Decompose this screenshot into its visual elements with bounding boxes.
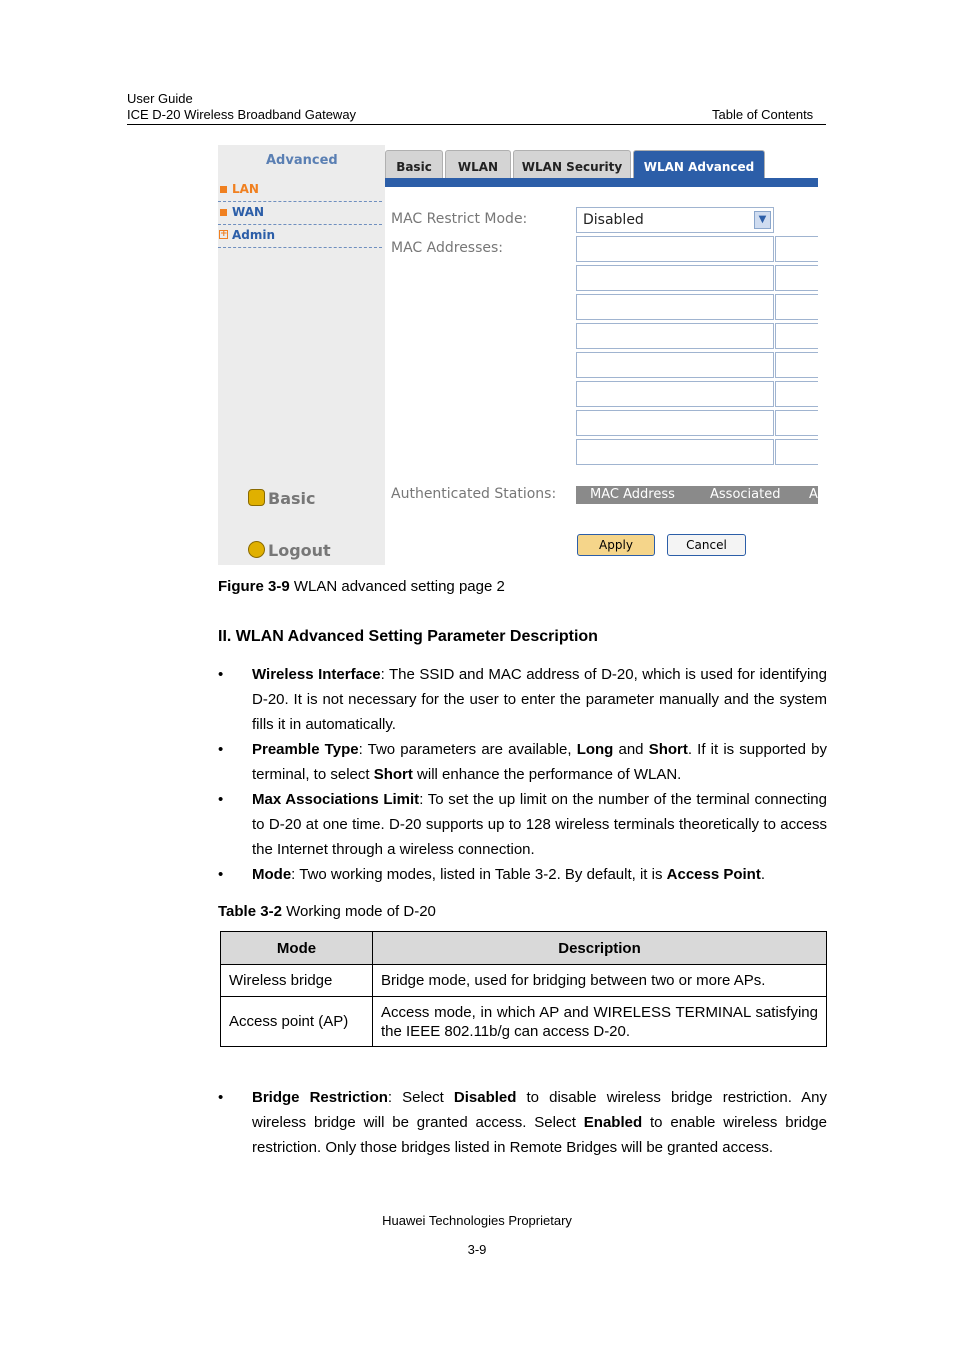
basic-icon <box>248 489 265 506</box>
list-item-preamble-type <box>218 737 827 787</box>
list-item-wireless-interface <box>218 662 827 737</box>
table-header-description: Description <box>373 932 827 965</box>
table-number: Table 3-2 <box>218 903 282 920</box>
bullet-emphasis: Short <box>648 741 688 758</box>
sidebar-logout-label: Logout <box>268 541 331 560</box>
bullet-dot-icon: • <box>218 666 224 683</box>
cancel-button[interactable]: Cancel <box>667 534 746 556</box>
bullet-text: : Two working modes, listed in Table 3-2. By default, it is <box>291 866 667 883</box>
table-cell: Bridge mode, used for bridging between two or more APs. <box>373 965 827 997</box>
bullet-text: will enhance the performance of WLAN. <box>412 766 682 783</box>
bullet-term: Bridge Restriction <box>252 1089 388 1106</box>
table-cell: Access mode, in which AP and WIRELESS TERMINAL satisfying the IEEE 802.11b/g can access D-20. <box>373 997 827 1047</box>
bullet-term: Mode <box>252 866 292 883</box>
list-item-mode <box>218 862 827 887</box>
header-rule <box>127 124 826 125</box>
bullet-emphasis: Short <box>373 766 413 783</box>
mac-address-input[interactable] <box>576 265 774 291</box>
bullet-text: and <box>613 741 649 758</box>
tab-wlan-advanced[interactable]: WLAN Advanced <box>633 150 765 178</box>
mac-address-input[interactable] <box>775 381 818 407</box>
bullet-text: : To set the up limit on the number of the terminal connecting to D-20 at one time. D-20 supports up to 128 wireless terminals theoretically to access the Internet through a wireless connection. <box>252 791 827 858</box>
figure-number: Figure 3-9 <box>218 578 290 595</box>
mac-address-input[interactable] <box>775 352 818 378</box>
bullet-text: : Select <box>387 1089 454 1106</box>
bullet-term: Wireless Interface <box>252 666 381 683</box>
sidebar-basic-label: Basic <box>268 489 316 508</box>
tab-underline <box>385 178 818 187</box>
mac-address-input[interactable] <box>775 323 818 349</box>
mac-address-input[interactable] <box>775 294 818 320</box>
bullet-emphasis: Enabled <box>583 1114 643 1131</box>
stations-col-associated: Associated <box>710 487 781 502</box>
table-cell: Access point (AP) <box>221 997 373 1047</box>
header-section: Table of Contents <box>712 107 814 122</box>
tab-basic[interactable]: Basic <box>385 150 443 178</box>
sidebar-basic-link[interactable] <box>248 489 315 508</box>
header-doc-title: User Guide <box>127 91 193 106</box>
mac-address-input[interactable] <box>576 439 774 465</box>
wlan-advanced-screenshot <box>218 145 818 565</box>
bullet-square-icon <box>220 186 227 193</box>
sidebar-item-label: LAN <box>232 182 259 196</box>
bullet-term: Max Associations Limit <box>252 791 420 808</box>
sidebar-item-lan[interactable] <box>218 181 382 202</box>
bullet-square-icon <box>220 209 227 216</box>
section-title: II. WLAN Advanced Setting Parameter Description <box>218 628 598 645</box>
sidebar <box>218 145 385 565</box>
apply-button[interactable]: Apply <box>577 534 655 556</box>
mac-address-input[interactable] <box>576 410 774 436</box>
table-row <box>221 997 827 1047</box>
mac-address-input[interactable] <box>576 294 774 320</box>
bullet-emphasis: Long <box>576 741 614 758</box>
mac-restrict-value: Disabled <box>583 212 644 228</box>
working-mode-table <box>220 931 827 1047</box>
bullet-text: : The SSID and MAC address of D-20, which is used for identifying D-20. It is not necessary for the user to enter the parameter manually and the system fills it in automatically. <box>252 666 827 733</box>
sidebar-item-admin[interactable] <box>218 227 382 248</box>
table-title: Working mode of D-20 <box>281 903 436 920</box>
table-header-row <box>221 932 827 965</box>
stations-col-a: A <box>809 487 818 502</box>
bullet-text: : Two parameters are available, <box>358 741 577 758</box>
table-header-mode: Mode <box>221 932 373 965</box>
bullet-emphasis: Disabled <box>453 1089 517 1106</box>
bullet-dot-icon: • <box>218 866 224 883</box>
stations-table-header <box>576 486 818 504</box>
bullet-emphasis: Access Point <box>666 866 761 883</box>
bullet-text: to disable wireless bridge restriction. Any wireless bridge will be granted access. Select <box>252 1089 827 1131</box>
mac-address-input[interactable] <box>775 439 818 465</box>
figure-title: WLAN advanced setting page 2 <box>289 578 505 595</box>
bullet-text: . If it is supported by terminal, to select <box>252 741 828 783</box>
list-item-max-associations <box>218 787 827 862</box>
sidebar-item-label: WAN <box>232 205 265 219</box>
tab-bar <box>385 145 818 187</box>
sidebar-title: Advanced <box>266 153 338 168</box>
mac-restrict-select[interactable] <box>576 207 774 233</box>
footer-company: Huawei Technologies Proprietary <box>382 1213 572 1228</box>
figure-caption <box>218 578 505 596</box>
tab-wlan[interactable]: WLAN <box>445 150 511 178</box>
sidebar-item-label: Admin <box>232 228 276 242</box>
mac-restrict-label: MAC Restrict Mode: <box>391 211 528 227</box>
mac-address-input[interactable] <box>576 381 774 407</box>
bullet-dot-icon: • <box>218 1089 224 1106</box>
page-number: 3-9 <box>467 1242 487 1257</box>
table-cell: Wireless bridge <box>221 965 373 997</box>
bullet-dot-icon: • <box>218 741 224 758</box>
bullet-term: Preamble Type <box>252 741 359 758</box>
expand-plus-icon: + <box>220 229 228 239</box>
mac-addresses-label: MAC Addresses: <box>391 240 504 256</box>
list-item-bridge-restriction <box>218 1085 827 1160</box>
header-product-name: ICE D-20 Wireless Broadband Gateway <box>127 107 357 122</box>
logout-icon <box>248 541 265 558</box>
chevron-down-icon[interactable]: ▼ <box>754 211 771 229</box>
mac-address-input[interactable] <box>576 352 774 378</box>
mac-address-input[interactable] <box>576 236 774 262</box>
mac-address-input[interactable] <box>775 236 818 262</box>
mac-address-input[interactable] <box>775 410 818 436</box>
mac-address-input[interactable] <box>576 323 774 349</box>
sidebar-item-wan[interactable] <box>218 204 382 225</box>
table-caption <box>218 903 436 921</box>
auth-stations-label: Authenticated Stations: <box>391 486 557 502</box>
table-row <box>221 965 827 997</box>
tab-wlan-security[interactable]: WLAN Security <box>513 150 631 178</box>
bullet-text: . <box>760 866 766 883</box>
bullet-text: to enable wireless bridge restriction. Only those bridges listed in Remote Bridges will be granted access. <box>252 1114 827 1156</box>
mac-address-input[interactable] <box>775 265 818 291</box>
bullet-dot-icon: • <box>218 791 224 808</box>
sidebar-logout-link[interactable] <box>248 541 331 560</box>
stations-col-mac: MAC Address <box>590 487 675 502</box>
